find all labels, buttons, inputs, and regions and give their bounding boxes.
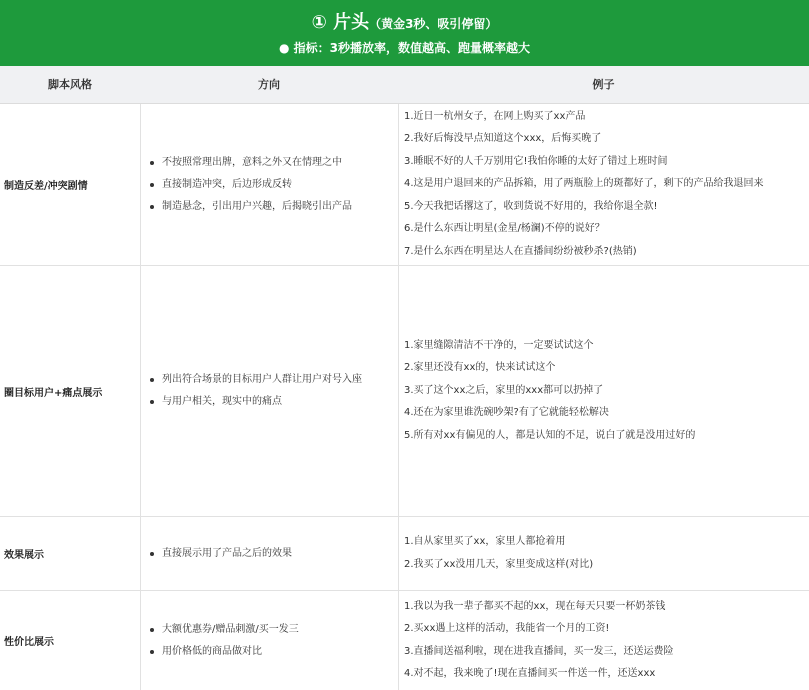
example-item: 5.今天我把话撂这了，收到货说不好用的，我给你退全款! [404, 200, 658, 212]
table-row [0, 104, 809, 266]
example-item: 2.家里还没有xx的，快来试试这个 [404, 362, 556, 374]
example-item: 2.我好后悔没早点知道这个xxx，后悔买晚了 [404, 133, 602, 145]
column-divider [398, 104, 399, 690]
example-item: 7.是什么东西在明星达人在直播间纷纷被秒杀?(热销) [404, 245, 637, 257]
example-item: 5.所有对xx有偏见的人，都是认知的不足，说白了就是没用过好的 [404, 429, 696, 441]
example-item: 4.还在为家里谁洗碗吵架?有了它就能轻松解决 [404, 407, 609, 419]
example-cell [398, 104, 809, 265]
example-item: 1.我以为我一辈子都买不起的xx，现在每天只要一杯奶茶钱 [404, 600, 666, 612]
header-direction: 方向 [258, 78, 280, 91]
banner-subtitle: （黄金3秒、吸引停留） [369, 17, 498, 31]
column-divider [140, 104, 141, 690]
banner-title: ① 片头（黄金3秒、吸引停留） [311, 12, 498, 33]
direction-item: 制造悬念，引出用户兴趣，后揭晓引出产品 [150, 196, 352, 218]
direction-item: 用价格低的商品做对比 [150, 641, 299, 663]
direction-cell [140, 266, 398, 516]
direction-item: 不按照常理出牌，意料之外又在情理之中 [150, 152, 352, 174]
example-cell [398, 591, 809, 690]
table-row [0, 266, 809, 517]
table-row [0, 517, 809, 591]
header-style: 脚本风格 [48, 78, 92, 91]
example-item: 3.睡眠不好的人千万别用它!我怕你睡的太好了错过上班时间 [404, 155, 668, 167]
direction-cell [140, 517, 398, 590]
direction-item: 直接展示用了产品之后的效果 [150, 543, 292, 565]
banner-metric: ● 指标：3秒播放率，数值越高、跑量概率越大 [279, 41, 530, 55]
style-cell: 性价比展示 [4, 637, 54, 648]
table-header [0, 66, 809, 104]
direction-cell [140, 591, 398, 690]
style-cell: 制造反差/冲突剧情 [4, 181, 88, 192]
example-cell [398, 517, 809, 590]
style-cell: 效果展示 [4, 550, 44, 561]
direction-item: 直接制造冲突，后边形成反转 [150, 174, 352, 196]
example-item: 4.这是用户退回来的产品拆箱，用了两瓶脸上的斑都好了，剩下的产品给我退回来 [404, 178, 764, 190]
example-item: 3.直播间送福利啦，现在进我直播间，买一发三，还送运费险 [404, 645, 674, 657]
direction-item: 与用户相关，现实中的痛点 [150, 391, 362, 413]
direction-cell [140, 104, 398, 265]
example-item: 1.家里缝隙清洁不干净的，一定要试试这个 [404, 339, 594, 351]
example-item: 4.对不起，我来晚了!现在直播间买一件送一件，还送xxx [404, 668, 656, 679]
header-banner [0, 0, 809, 66]
example-item: 6.是什么东西让明星(金星/杨澜)不停的说好？ [404, 223, 605, 235]
direction-item: 列出符合场景的目标用户人群让用户对号入座 [150, 369, 362, 391]
example-item: 2.买xx遇上这样的活动，我能省一个月的工资! [404, 623, 610, 634]
example-item: 1.自从家里买了xx，家里人都抢着用 [404, 536, 566, 547]
direction-item: 大额优惠券/赠品刺激/买一发三 [150, 619, 299, 641]
style-cell: 圈目标用户+痛点展示 [4, 387, 103, 399]
example-item: 3.买了这个xx之后，家里的xxx都可以扔掉了 [404, 384, 604, 396]
header-example: 例子 [592, 78, 615, 91]
example-item: 1.近日一杭州女子，在网上购买了xx产品 [404, 110, 586, 122]
example-cell [398, 266, 809, 516]
table-row [0, 591, 809, 690]
example-item: 2.我买了xx没用几天，家里变成这样(对比) [404, 558, 594, 570]
